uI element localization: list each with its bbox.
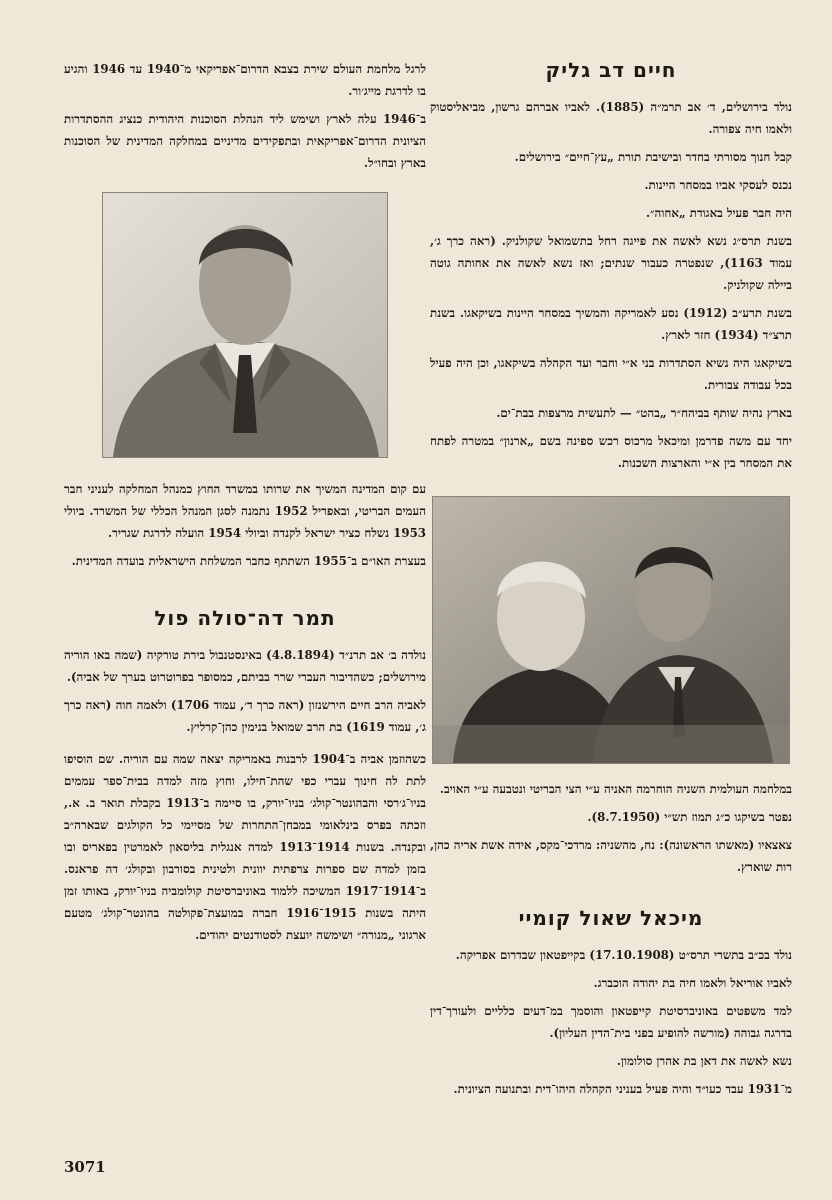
paragraph: לאביו אוריאל ולאמו חיה בת יהודה הוכברג. <box>593 976 792 990</box>
paragraph: נולד בכ״ב בתשרי תרס״ט (17.10.1908) בקייפטאון שבדרום אפריקה. <box>455 948 792 962</box>
right-column <box>430 58 792 1106</box>
paragraph: נולדה ב׳ אב תרנ״ד (4.8.1894) באינסטנבול בירת טורקיה (שמה באו הוריה מירושלים; כשהדיבור העברי שרר בביתם, כמסופר בפרוטרוט בערך של אביה). <box>64 648 426 684</box>
portrait-photo <box>102 192 388 458</box>
paragraph: לרגל מלחמת העולם שירת בצבא הדרום־אפריקאי מ־1940 עד 1946 והגיע בו לדרגת מייג׳ור. <box>64 62 426 98</box>
paragraph: מ־1931 עבד כעו״ד והיה פעיל בעניני הקהלה היהו־דית ובתנועה הציונית. <box>453 1082 792 1096</box>
paragraph: בארץ נהיה שותף בביהח״ר „בהט״ — לתעשית מרצפות בבת־ים. <box>496 406 792 420</box>
paragraph: קבל חנוך מסורתי בחדר ובישיבת תורת „עץ־חיים״ בירושלים. <box>514 150 792 164</box>
paragraph: היה חבר פעיל באגודת „אחוה״. <box>645 206 792 220</box>
paragraph: למד משפטים באוניברסיטת קייפטאון והוסמך במ־דעים כלליים ולעורך־דין בדרגה גבוהה (מורשה להופיע בפני בית־הדין העליון). <box>430 1004 792 1040</box>
article-title-chaim-dov-glick: חיים דב גליק <box>545 58 677 82</box>
left-column <box>64 58 426 952</box>
paragraph: בשנת תרס״ג נשא לאשה את פייגה רחל בתשמואל שקולניק. (ראה כרך ג׳, עמוד 1163), שנפטרה כעבור שנתים; ואז נשא לאשה את אחותה גוטה ביילה שקולניק. <box>430 234 793 292</box>
paragraph: ב־1946 עלה לארץ ושימש ליד הנהלת הסוכנות היהודית כנציג ההסתדרות הציונית הדרום־אפריקאית ובתפקידים מדיניים במחלקה המדינית של הסוכנות בארץ ובחו״ל. <box>64 112 426 170</box>
paragraph: בשנת תרע״ב (1912) נסע לאמריקה והמשיך במסחר היינות בשיקאגו. בשנת תרצ״ד (1934) חזר לארץ. <box>430 306 792 342</box>
paragraph: לאביה הרב חיים הירשנזון (ראה כרך ד׳, עמוד 1706) ולאמה חוה (ראה כרך ג׳, עמוד 1619) בת הרב שמואל בנימין כהן־קרליץ. <box>64 698 426 734</box>
paragraph: עם קום המדינה המשיך את שרותו במשרד החוץ כמנהל המחלקה לעניני חבר העמים הבריטי, ובאפריל 1952 נתמנה לסגן המנהל הכללי של המשרד. ביולי 1953 נשלח כציר ישראל לקנדה וביולי 1954 הועלה לדרגת שגריר. <box>64 482 426 540</box>
paragraph: נשא לאשה את דאן בת אהרן סולומון. <box>616 1054 792 1068</box>
paragraph: יחד עם משה פדרמן ומיכאל מרכוס רכש ספינה בשם „ארנון״ במטרה לפתח את המסחר בין א״י והארצות השכנות. <box>430 434 792 470</box>
paragraph: כשהוזמן אביה ב־1904 לרבנות באמריקה יצאה שמה עם הוריה. שם הוסיפו לתת לה חינוך עברי כפי שהת־חילו, וחוץ מזה למדה בבית־ספר עממים בניו־ג׳רסי והבהונטר־קולג׳ בניו־יורק, בו סיימה ב־1913 בקבלת תואר ב. א., וזכתה בפרס בינלאומי במבחן־התחרות של מסיימי כל הקולגים שבארה״ב ובקנדה. בשנות 1914־1913 למדה אנגלית בליסאון לאמרטין בפאריס ובו בזמן למדה שם ספרות צרפתית יוונית ולטינית בסורבון ובקולג׳ דה פראנס. ב־1914־1917 המשיכה ללמוד באוניברסיטת קולומביה בניו־יורק, באותו זמן היתה בשנות 1915־1916 חברה במועצת־פקולטה בהונטר־קולג׳ מטעם ארגוני „מנורה״ ושימשה יועצת לסטודנטים יהודים. <box>64 752 427 942</box>
paragraph: בשיקאגו היה נשיא הסתדרות בני א״י וחבר ועד הקהלה בשיקאגו, וכן היה פעיל בכל עבודה צבורית. <box>430 356 792 392</box>
paragraph: בעצרת האו״ם ב־1955 השתתף כחבר המשלחת הישראלית בועדה המדינית. <box>71 554 426 568</box>
paragraph: נכנס לעסקי אביו במסחר היינות. <box>644 178 792 192</box>
paragraph: נולד בירושלים, ד׳ אב תרמ״ה (1885). לאביו אברהם גרשון, מביאליסטוק ולאמו חיה צפורה. <box>430 100 792 136</box>
page-number: 3071 <box>64 1158 106 1176</box>
paragraph: במלחמה העולמית השניה הוחרמה האניה ע״י הצי הבריטי ונטבעה ע״י האויב. <box>439 782 792 796</box>
article-title-tamar-de-sola-pool: תמר דה־סולה פול <box>154 606 336 630</box>
article-title-michael-shaul-comay: מיכאל שאול קומיי <box>518 906 704 930</box>
paragraph: נפטר בשיקגו כ״ג תמוז תש״י (8.7.1950). <box>587 810 792 824</box>
paragraph: צאצאיו (מאשתו הראשונה): נח, מהשניה: מרדכי־מקס, אידה אשת אריה כהן, רות שוארץ. <box>430 838 792 874</box>
couple-photo <box>432 496 790 764</box>
